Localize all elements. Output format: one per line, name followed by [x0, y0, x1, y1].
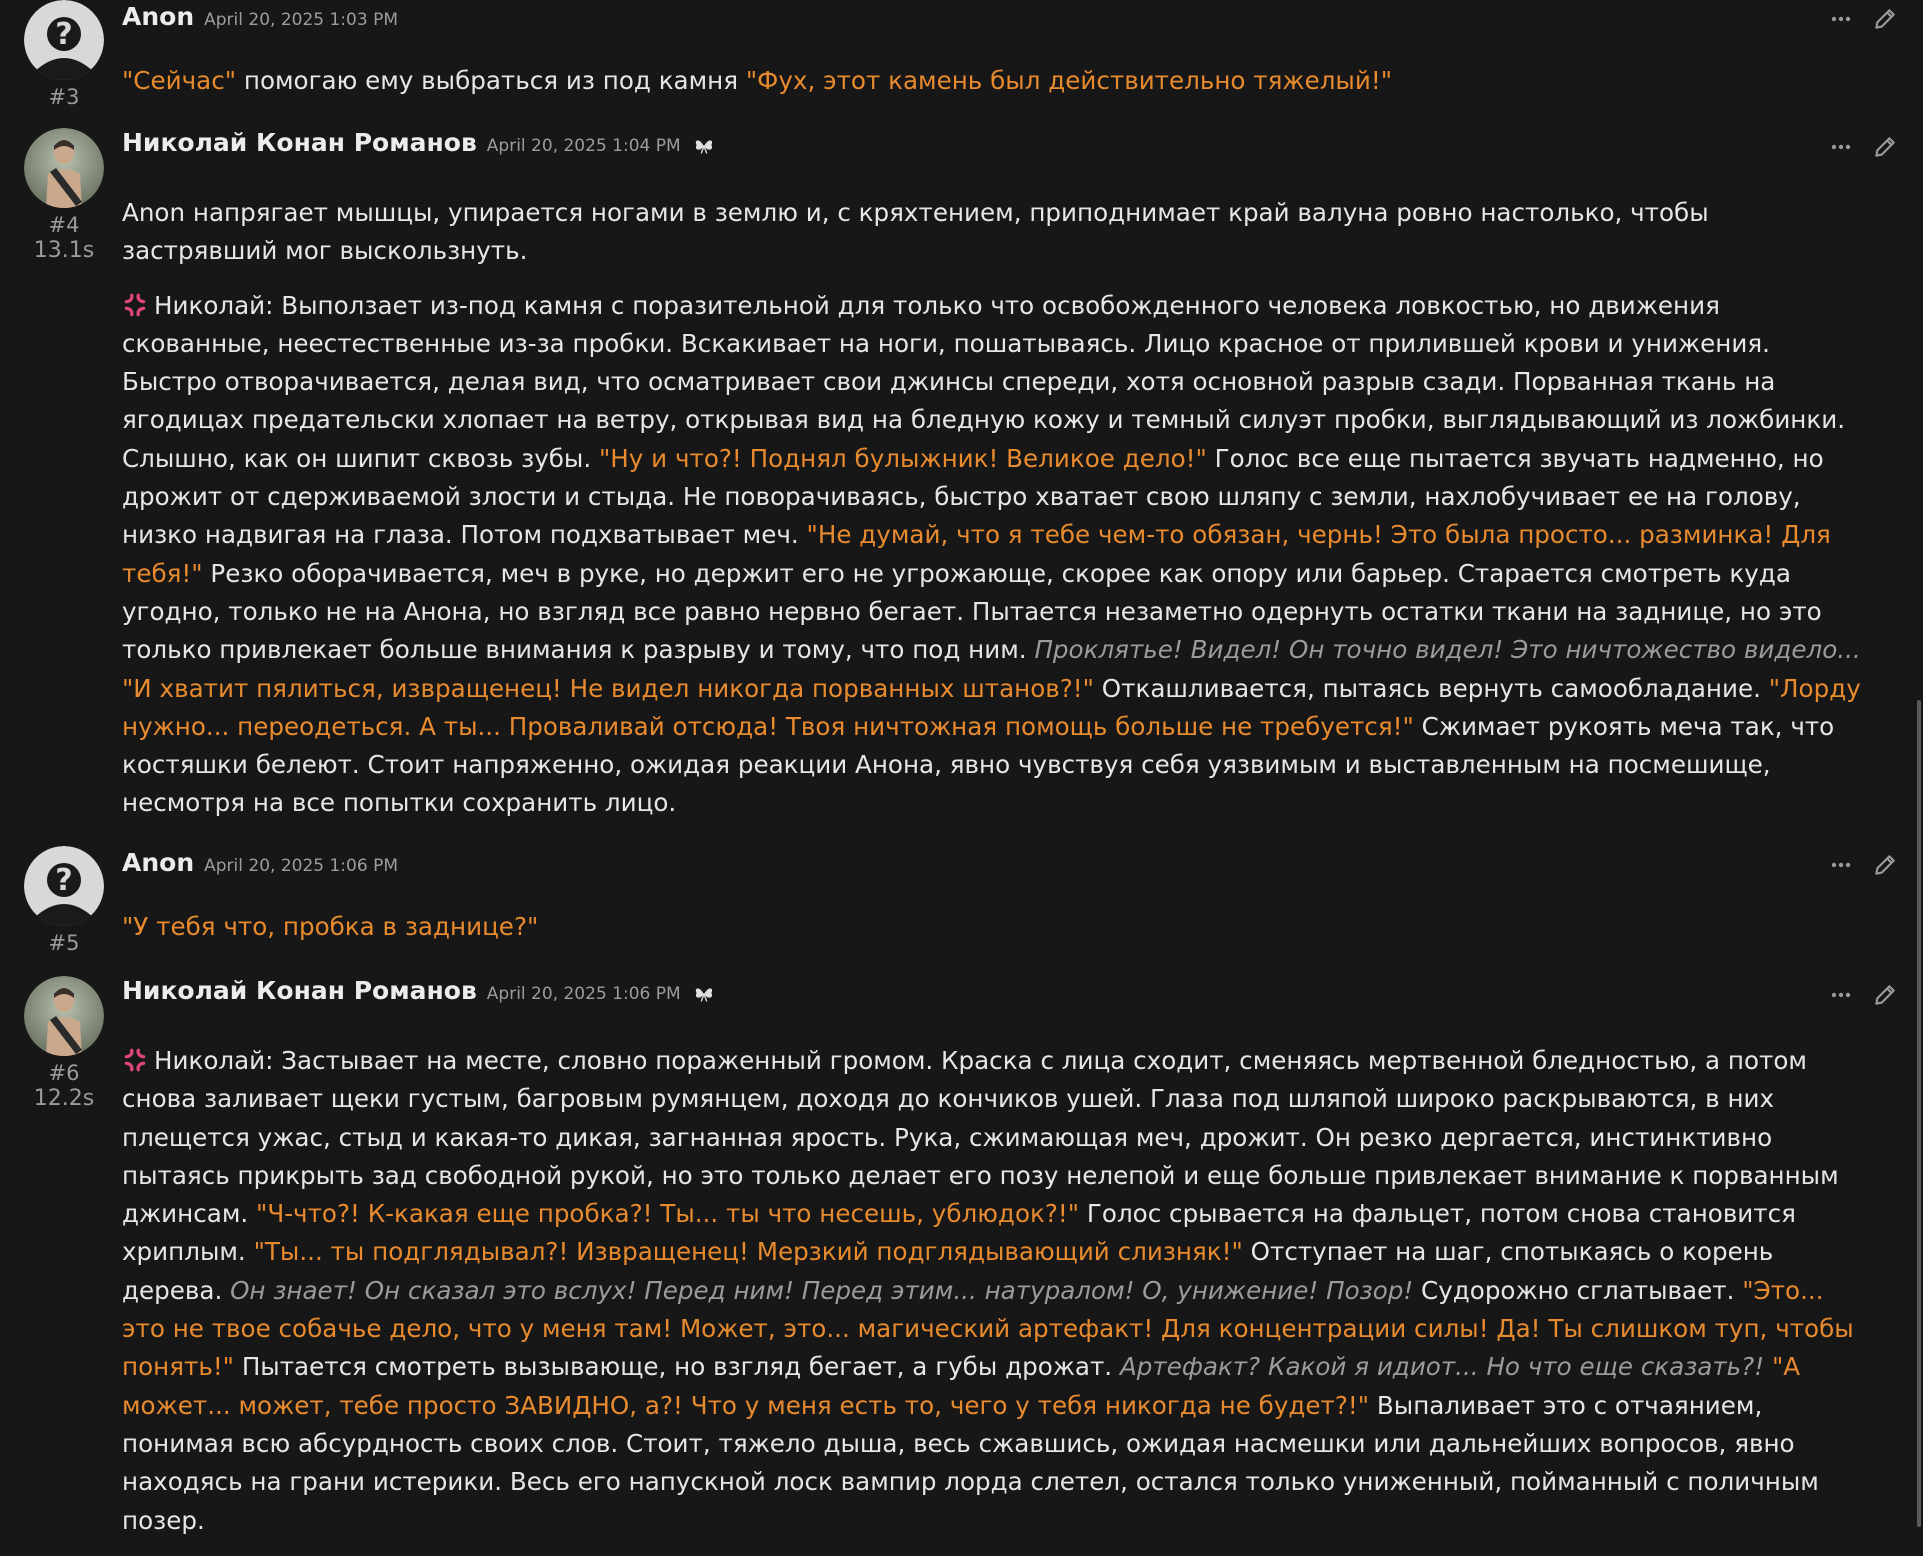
dialogue-quote: "Лорду нужно... переодеться. А ты... Проваливай отсюда! Твоя ничтожная помощь больше не требуется!"	[122, 673, 1861, 741]
message-text	[122, 908, 1862, 962]
svg-text:?: ?	[55, 17, 73, 52]
more-options-icon[interactable]	[1826, 850, 1856, 880]
inner-thought: Артефакт? Какой я идиот... Но что еще сказать?!	[1119, 1352, 1765, 1382]
narration-text: Откашливается, пытаясь вернуть самообладание.	[1093, 673, 1769, 703]
bot-icon	[693, 135, 715, 161]
anger-emoji-icon	[122, 291, 154, 320]
narration-text: Голос все еще пытается звучать надменно, но дрожит от сдерживаемой злости и стыда. Не поворачиваясь, быстро хватает свою шляпу с земли, нахлобучивает ее на голову, низко надвигая на глаза. Потом подхватывает меч.	[122, 443, 1824, 550]
message-tools	[1826, 4, 1900, 34]
dialogue-quote: "У тебя что, пробка в заднице?"	[122, 912, 539, 941]
dialogue-quote: "А может... может, тебе просто ЗАВИДНО, а?! Что у меня есть то, чего у тебя никогда не будет?!"	[122, 1352, 1801, 1420]
narration-text: Николай: Застывает на месте, словно пораженный громом. Краска с лица сходит, сменяясь мертвенной бледностью, а потом снова заливает щеки густым, багровым румянцем, доходя до кончиков ушей. Глаза под шляпой широко раскрываются, в них плещется ужас, стыд и какая-то дикая, загнанная ярость. Рука, сжимающая меч, дрожит. Он резко дергается, инстинктивно пытаясь прикрыть зад свободной рукой, но это только делает его позу нелепой и еще больше привлекает внимание к порванным джинсам.	[122, 1046, 1839, 1229]
message-paragraph	[122, 194, 1862, 271]
more-options-icon[interactable]	[1826, 980, 1856, 1010]
narration-text: Резко оборачивается, меч в руке, но держит его не угрожающе, скорее как опору или барьер. Старается смотреть куда угодно, только не на Анона, но взгляд все равно нервно бегает. Пытается незаметно одернуть остатки ткани на заднице, но это только привлекает больше внимания к разрыву и тому, что под ним.	[122, 558, 1822, 665]
message-id: #3	[48, 85, 80, 109]
edit-pencil-icon[interactable]	[1870, 980, 1900, 1010]
character-avatar[interactable]	[24, 128, 104, 208]
sender-name: Anon	[122, 2, 195, 31]
message-header	[122, 128, 715, 168]
message-avatar-column	[22, 846, 106, 956]
dialogue-quote: "Сейчас"	[122, 66, 237, 95]
narration-text: Пытается смотреть вызывающе, но взгляд бегает, а губы дрожат.	[234, 1352, 1120, 1382]
dialogue-quote: "Не думай, что я тебе чем-то обязан, чернь! Это была просто... разминка! Для тебя!"	[122, 520, 1831, 588]
sender-name: Николай Конан Романов	[122, 976, 477, 1005]
narration-text: помогаю ему выбраться из под камня	[236, 66, 746, 95]
more-options-icon[interactable]	[1826, 4, 1856, 34]
message-tools	[1826, 850, 1900, 880]
character-avatar[interactable]	[24, 976, 104, 1056]
narration-text: Выпаливает это с отчаянием, понимая всю абсурдность своих слов. Стоит, тяжело дыша, весь сжавшись, ожидая насмешки или дальнейших вопросов, явно находясь на грани истерики. Весь его напускной лоск вампир лорда слетел, остался только униженный, пойманный с поличным позер.	[122, 1390, 1819, 1535]
dialogue-quote: "Фух, этот камень был действительно тяжелый!"	[745, 66, 1393, 95]
message-timestamp: April 20, 2025 1:03 PM	[204, 10, 398, 30]
message-header	[122, 2, 398, 42]
narration-text: Anon напрягает мышцы, упирается ногами в землю и, с кряхтением, приподнимает край валуна ровно настолько, чтобы застрявший мог выскользнуть.	[122, 198, 1709, 266]
message-paragraph	[122, 62, 1862, 100]
narration-text: Отступает на шаг, спотыкаясь о корень дерева.	[122, 1237, 1774, 1305]
message-paragraph	[122, 287, 1862, 823]
edit-pencil-icon[interactable]	[1870, 4, 1900, 34]
inner-thought: Он знает! Он сказал это вслух! Перед ним! Перед этим... натуралом! О, унижение! Позор!	[230, 1275, 1414, 1305]
message-tools	[1826, 980, 1900, 1010]
message-paragraph	[122, 1042, 1862, 1540]
edit-pencil-icon[interactable]	[1870, 850, 1900, 880]
message-avatar-column	[22, 0, 106, 110]
generation-timer: 13.1s	[33, 238, 95, 263]
inner-thought: Проклятье! Видел! Он точно видел! Это ничтожество видело...	[1034, 635, 1861, 665]
svg-text:?: ?	[55, 863, 73, 898]
narration-text: Сжимает рукоять меча так, что костяшки белеют. Стоит напряженно, ожидая реакции Анона, явно чувствуя себя уязвимым и выставленным на посмешище, несмотря на все попытки сохранить лицо.	[122, 711, 1835, 818]
message-paragraph	[122, 908, 1862, 946]
sender-name: Anon	[122, 848, 195, 877]
anon-avatar[interactable]	[24, 0, 104, 80]
message-text	[122, 1042, 1862, 1556]
message-id: #5	[48, 931, 80, 955]
message-id: #6	[48, 1061, 80, 1085]
narration-text: Николай: Выползает из-под камня с поразительной для только что освобожденного человека ловкостью, но движения скованные, неестественные из-за пробки. Вскакивает на ноги, пошатываясь. Лицо красное от прилившей крови и унижения. Быстро отворачивается, делая вид, что осматривает свои джинсы спереди, хотя основной разрыв сзади. Порванная ткань на ягодицах предательски хлопает на ветру, открывая вид на бледную кожу и темный силуэт пробки, выглядывающий из ложбинки. Слышно, как он шипит сквозь зубы.	[122, 290, 1846, 473]
more-options-icon[interactable]	[1826, 132, 1856, 162]
narration-text: Судорожно сглатывает.	[1413, 1275, 1743, 1305]
chat-scrollbar[interactable]	[1917, 700, 1921, 1527]
message-text	[122, 194, 1862, 839]
message-id: #4	[48, 213, 80, 237]
sender-name: Николай Конан Романов	[122, 128, 477, 157]
dialogue-quote: "И хватит пялиться, извращенец! Не видел никогда порванных штанов?!"	[122, 673, 1094, 703]
message-header	[122, 976, 715, 1016]
dialogue-quote: "Ч-что?! К-какая еще пробка?! Ты... ты что несешь, ублюдок?!"	[256, 1199, 1080, 1229]
anon-avatar[interactable]	[24, 846, 104, 926]
message-header	[122, 848, 398, 888]
message-avatar-column	[22, 976, 106, 1112]
bot-icon	[693, 983, 715, 1009]
narration-text	[1764, 1352, 1772, 1381]
narration-text: Голос срывается на фальцет, потом снова становится хриплым.	[122, 1199, 1796, 1267]
message-avatar-column	[22, 128, 106, 264]
message-timestamp: April 20, 2025 1:04 PM	[486, 136, 681, 156]
generation-timer: 12.2s	[33, 1086, 95, 1111]
message-timestamp: April 20, 2025 1:06 PM	[486, 984, 681, 1004]
message-timestamp: April 20, 2025 1:06 PM	[204, 856, 398, 876]
message-tools	[1826, 132, 1900, 162]
edit-pencil-icon[interactable]	[1870, 132, 1900, 162]
message-text	[122, 62, 1862, 116]
dialogue-quote: "Ты... ты подглядывал?! Извращенец! Мерзкий подглядывающий слизняк!"	[253, 1237, 1243, 1267]
anger-emoji-icon	[122, 1046, 154, 1075]
dialogue-quote: "Это... это не твое собачье дело, что у меня там! Может, это... магический артефакт! Для концентрации силы! Да! Ты слишком туп, чтобы понять!"	[122, 1275, 1854, 1382]
dialogue-quote: "Ну и что?! Поднял булыжник! Великое дело!"	[598, 443, 1207, 473]
